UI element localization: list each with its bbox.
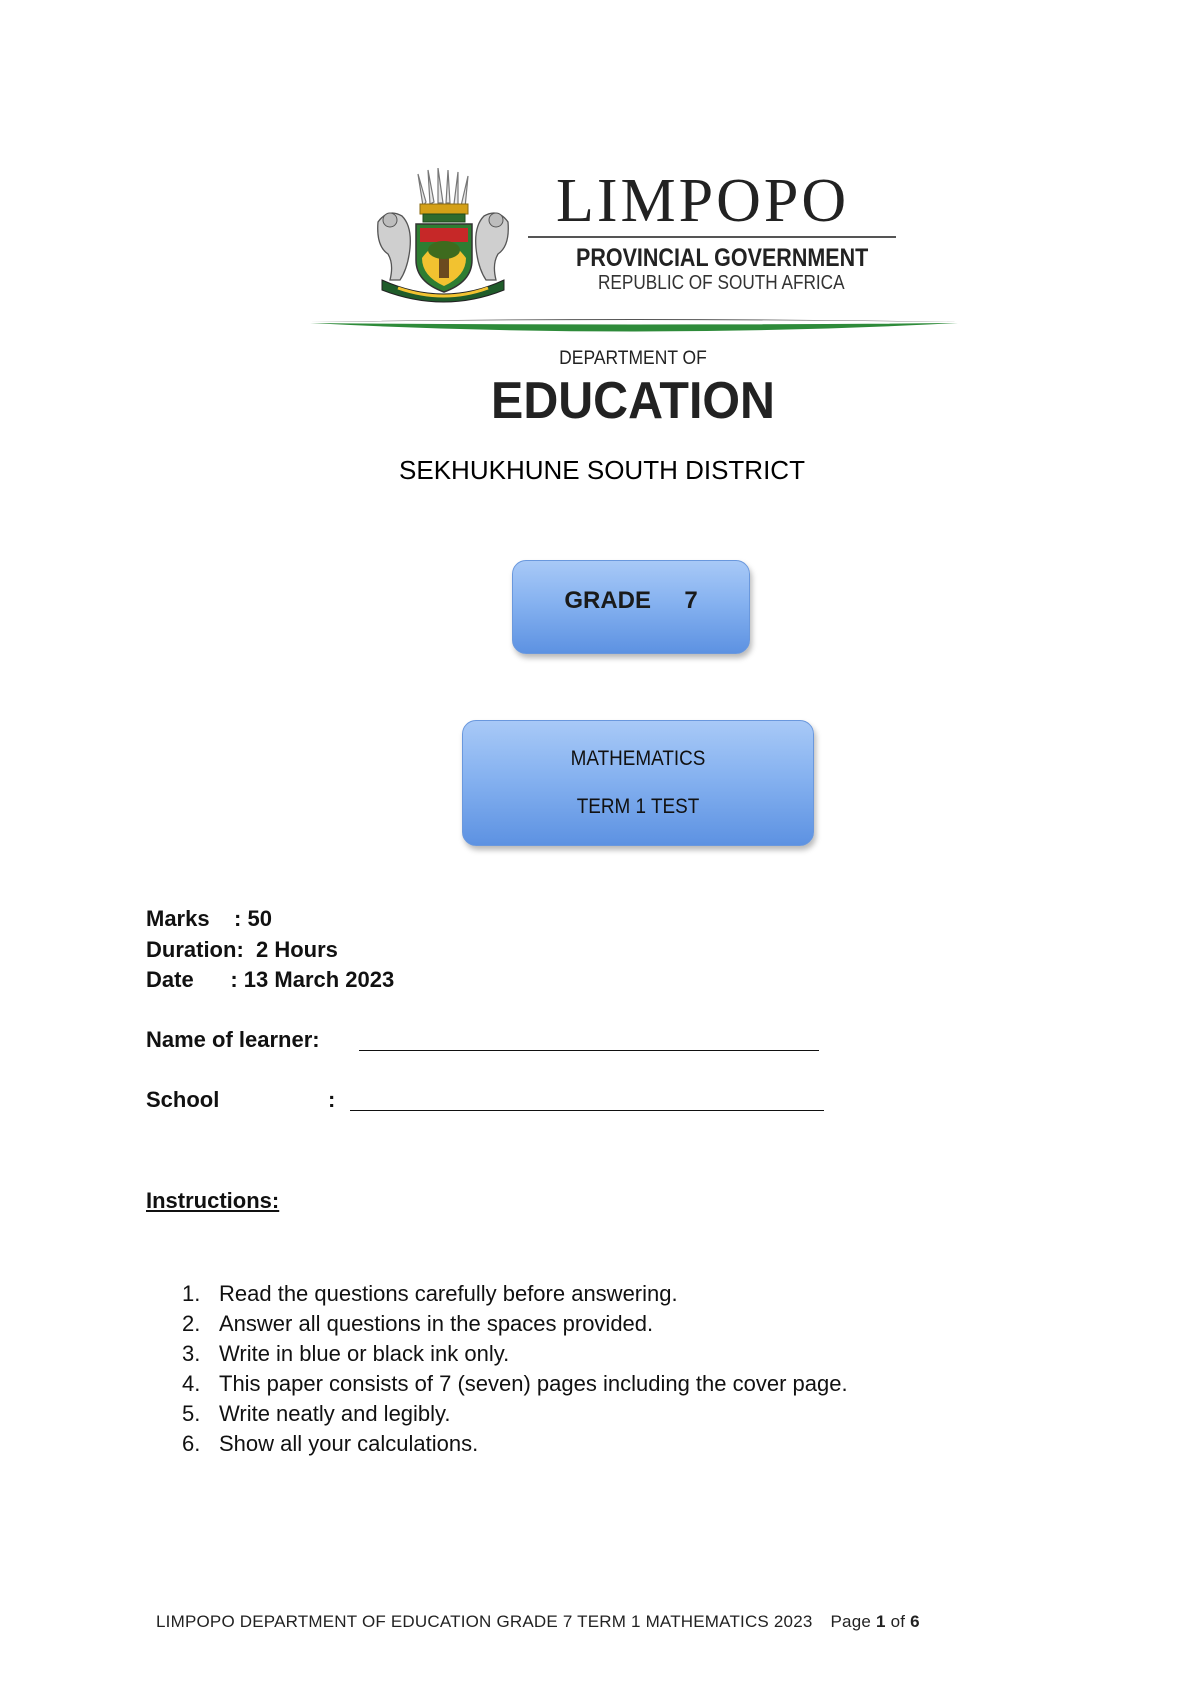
grade-label: GRADE 7 (564, 587, 698, 614)
instructions-heading: Instructions: (146, 1188, 280, 1213)
school-colon: : (328, 1087, 336, 1112)
coat-of-arms-logo (368, 168, 518, 306)
test-label: TERM 1 TEST (576, 795, 700, 818)
wordmark-divider (528, 236, 896, 238)
green-swoosh-divider (310, 314, 958, 336)
school-line[interactable] (350, 1110, 824, 1111)
instruction-text: Read the questions carefully before answering. (219, 1281, 678, 1306)
subject-label: MATHEMATICS (570, 747, 706, 770)
province-wordmark: LIMPOPO (556, 167, 850, 235)
education-title: EDUCATION (491, 372, 775, 430)
instruction-number: 2. (182, 1311, 201, 1336)
department-of-label: DEPARTMENT OF (559, 348, 707, 369)
grade-box (512, 560, 750, 654)
government-title: PROVINCIAL GOVERNMENT (576, 244, 869, 272)
footer-page-current: 1 (875, 1612, 886, 1631)
republic-subtitle: REPUBLIC OF SOUTH AFRICA (598, 272, 845, 294)
instruction-text: This paper consists of 7 (seven) pages including the cover page. (219, 1371, 848, 1396)
page-footer (156, 1612, 920, 1632)
date-line: Date : 13 March 2023 (146, 967, 395, 992)
school-label: School (146, 1087, 220, 1112)
name-of-learner-label: Name of learner: (146, 1027, 320, 1052)
footer-text: LIMPOPO DEPARTMENT OF EDUCATION GRADE 7 TERM 1 MATHEMATICS 2023 (156, 1612, 813, 1631)
footer-page-total: 6 (910, 1612, 920, 1631)
instruction-number: 6. (182, 1431, 201, 1456)
duration-line: Duration: 2 Hours (146, 937, 338, 962)
instruction-text: Write in blue or black ink only. (219, 1341, 510, 1366)
instruction-text: Show all your calculations. (219, 1431, 479, 1456)
marks-line: Marks : 50 (146, 906, 272, 931)
instruction-text: Answer all questions in the spaces provided. (219, 1311, 654, 1336)
instruction-number: 1. (182, 1281, 201, 1306)
name-of-learner-line[interactable] (359, 1050, 819, 1051)
subject-box (462, 720, 814, 846)
footer-page-word: Page (830, 1612, 872, 1631)
instruction-number: 3. (182, 1341, 201, 1366)
instruction-number: 5. (182, 1401, 201, 1426)
district-title: SEKHUKHUNE SOUTH DISTRICT (399, 455, 805, 485)
instruction-text: Write neatly and legibly. (219, 1401, 451, 1426)
instruction-number: 4. (182, 1371, 201, 1396)
footer-page-of: of (890, 1612, 906, 1631)
